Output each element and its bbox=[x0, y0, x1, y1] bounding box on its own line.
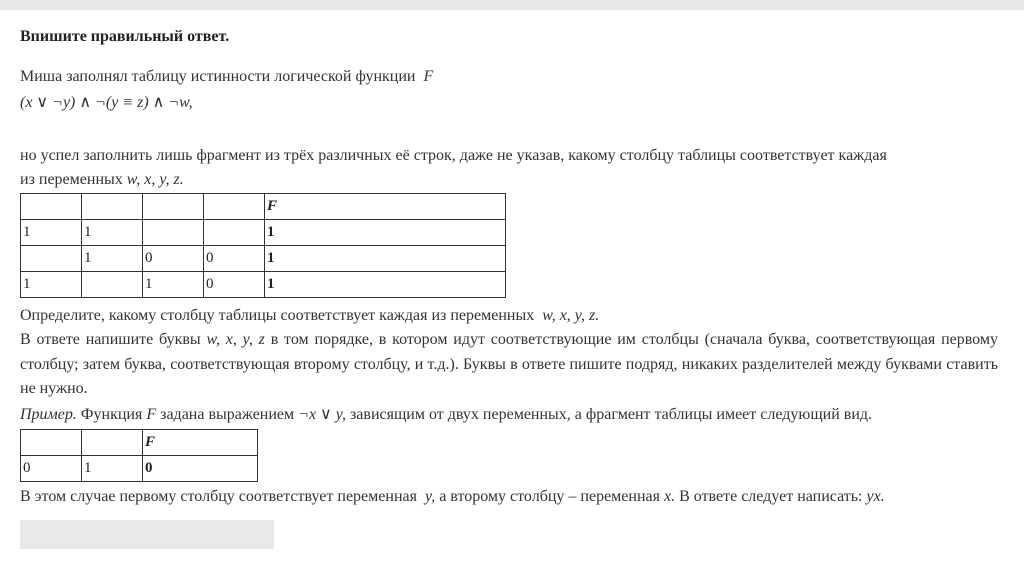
question-line bbox=[20, 306, 599, 326]
table-cell: 1 bbox=[21, 220, 82, 246]
table-cell: 1 bbox=[82, 456, 143, 482]
table-cell-f: 1 bbox=[265, 246, 506, 272]
table-cell: 0 bbox=[21, 456, 82, 482]
table-cell: 1 bbox=[143, 272, 204, 298]
example-func: F bbox=[146, 406, 157, 423]
table-cell-f: 1 bbox=[265, 272, 506, 298]
table-cell: 1 bbox=[82, 246, 143, 272]
table-cell bbox=[82, 430, 143, 456]
table-cell: 0 bbox=[204, 246, 265, 272]
conclusion-line bbox=[20, 487, 885, 507]
table-cell bbox=[82, 194, 143, 220]
description-line-2 bbox=[20, 170, 184, 190]
example-expr: ¬x ∨ y, bbox=[298, 406, 346, 423]
expression-text: (x ∨ ¬y) ∧ ¬(y ≡ z) ∧ ¬w, bbox=[20, 94, 193, 111]
conclusion-text-3: В ответе следует написать: bbox=[679, 488, 863, 505]
intro-line bbox=[20, 67, 433, 87]
desc-vars: w, x, y, z. bbox=[126, 171, 184, 188]
conclusion-answer: yx. bbox=[866, 488, 885, 505]
rules-text-2: в том порядке, в котором идут соответствующие им столбцы (сначала буква, соответствующая первому столбцу; затем буква, соответствующая второму столбцу, и т.д.). Буквы в ответе пишите подряд, никаких разделителей между буквами ставить не нужно. bbox=[20, 331, 998, 397]
rules-paragraph bbox=[20, 328, 998, 402]
question-text: Определите, какому столбцу таблицы соответствует каждая из переменных bbox=[20, 307, 535, 324]
conclusion-var-1: y, bbox=[424, 488, 436, 505]
table-row bbox=[21, 194, 506, 220]
table-cell: 1 bbox=[21, 272, 82, 298]
intro-text: Миша заполнял таблицу истинности логической функции bbox=[20, 68, 416, 85]
table-cell bbox=[143, 220, 204, 246]
table-cell bbox=[82, 272, 143, 298]
conclusion-text-1: В этом случае первому столбцу соответствует переменная bbox=[20, 488, 417, 505]
table-cell-f: 0 bbox=[143, 456, 258, 482]
task-title: Впишите правильный ответ. bbox=[20, 28, 230, 45]
example-table bbox=[20, 429, 258, 482]
function-expression bbox=[20, 93, 193, 113]
example-line bbox=[20, 405, 872, 425]
table-header-f: F bbox=[265, 194, 506, 220]
table-cell-f: 1 bbox=[265, 220, 506, 246]
table-cell bbox=[21, 430, 82, 456]
description-line-1: но успел заполнить лишь фрагмент из трёх различных её строк, даже не указав, какому столбцу таблицы соответствует каждая bbox=[20, 147, 887, 164]
table-header-f: F bbox=[143, 430, 258, 456]
conclusion-var-2: x. bbox=[663, 488, 676, 505]
answer-input[interactable] bbox=[20, 520, 274, 549]
table-cell: 0 bbox=[143, 246, 204, 272]
example-text-1: Функция bbox=[80, 406, 143, 423]
table-cell bbox=[204, 220, 265, 246]
table-row bbox=[21, 220, 506, 246]
conclusion-text-2: а второму столбцу – переменная bbox=[439, 488, 660, 505]
table-row bbox=[21, 246, 506, 272]
example-text-3: зависящим от двух переменных, а фрагмент таблицы имеет следующий вид. bbox=[349, 406, 873, 423]
example-label: Пример. bbox=[20, 406, 77, 423]
table-cell bbox=[204, 194, 265, 220]
rules-text-1: В ответе напишите буквы bbox=[20, 331, 201, 348]
table-cell bbox=[21, 246, 82, 272]
example-text-2: задана выражением bbox=[160, 406, 295, 423]
table-cell: 1 bbox=[82, 220, 143, 246]
table-cell bbox=[21, 194, 82, 220]
question-vars: w, x, y, z. bbox=[542, 307, 600, 324]
table-cell: 0 bbox=[204, 272, 265, 298]
top-bar bbox=[0, 0, 1024, 10]
table-cell bbox=[143, 194, 204, 220]
rules-vars: w, x, y, z bbox=[206, 331, 265, 348]
table-row bbox=[21, 456, 258, 482]
function-name: F bbox=[423, 68, 434, 85]
truth-table bbox=[20, 193, 506, 298]
table-row bbox=[21, 430, 258, 456]
desc-prefix: из переменных bbox=[20, 171, 123, 188]
table-row bbox=[21, 272, 506, 298]
